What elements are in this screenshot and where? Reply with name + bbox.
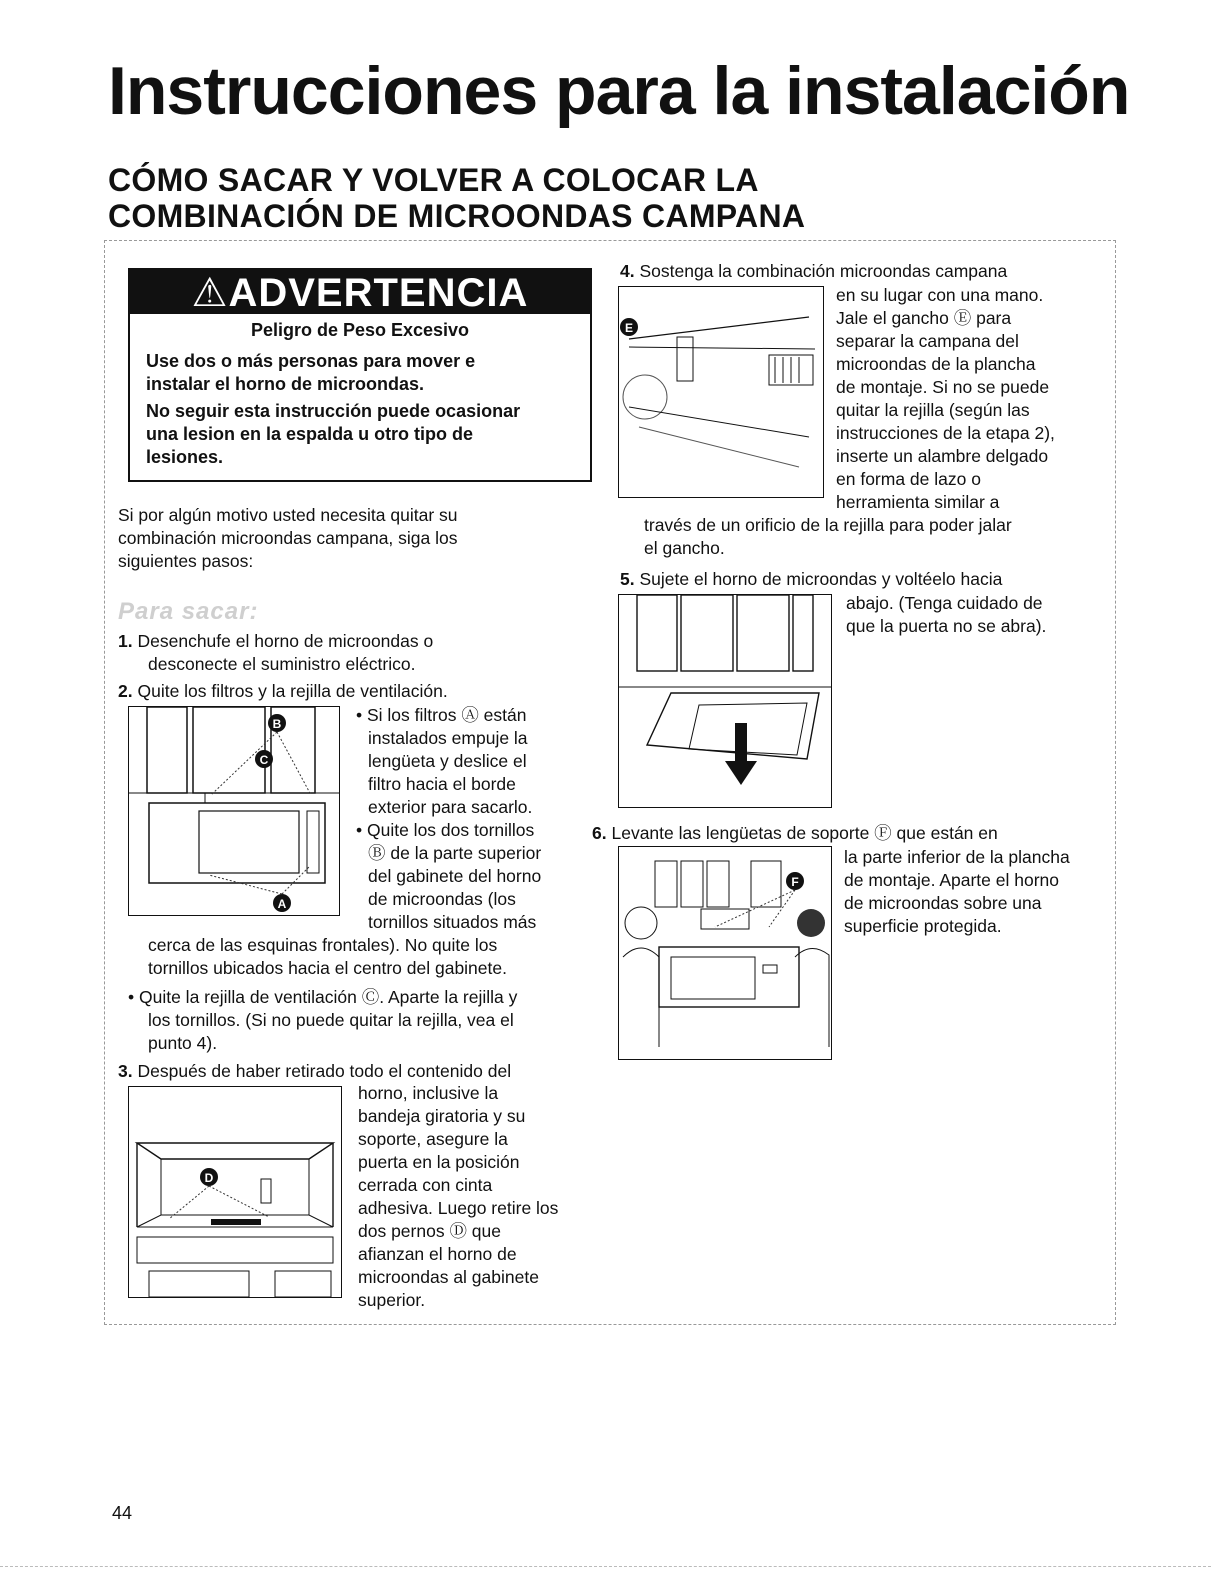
bottom-divider: [0, 1566, 1211, 1567]
callout-d: D: [204, 1171, 214, 1185]
step-6-continued: la parte inferior de la plancha de montaje. Aparte el horno de microondas sobre una superficie protegida.: [844, 847, 1070, 936]
callout-e: E: [624, 321, 634, 335]
section-heading: Para sacar:: [118, 598, 259, 625]
step-4-continued: en su lugar con una mano. Jale el gancho Ⓔ para separar la campana del microondas de la plancha de montaje. Si no se puede quitar la rejilla (según las instrucciones de la etapa 2), inserte un alambre delgado en forma de lazo o herramienta similar a: [836, 285, 1055, 512]
callout-b: B: [272, 717, 282, 731]
step-2-bullet-2-continued: cerca de las esquinas frontales). No quite los tornillos ubicados hacia el centro del gabinete.: [148, 935, 507, 978]
callout-f: F: [791, 875, 799, 889]
figure-lift: [618, 846, 832, 1060]
warning-text: No seguir esta instrucción puede ocasionar una lesion en la espalda u otro tipo de lesiones.: [146, 401, 521, 467]
step-1: 1. Desenchufe el horno de microondas o desconecte el suministro eléctrico.: [118, 631, 434, 674]
step-4: 4. Sostenga la combinación microondas campana: [620, 261, 1008, 281]
step-2-bullet-3: • Quite la rejilla de ventilación Ⓒ. Aparte la rejilla y los tornillos. (Si no puede quitar la rejilla, vea el punto 4).: [128, 987, 518, 1053]
page-number: 44: [112, 1503, 133, 1523]
step-6: 6. Levante las lengüetas de soporte Ⓕ que están en: [592, 823, 998, 843]
page-title: Instrucciones para la instalación: [108, 53, 1130, 129]
step-5-continued: abajo. (Tenga cuidado de que la puerta no se abra).: [846, 593, 1047, 636]
figure-hook: [618, 286, 824, 498]
warning-header: ⚠ADVERTENCIA: [130, 270, 590, 314]
warning-text: Use dos o más personas para mover e instalar el horno de microondas.: [146, 351, 476, 394]
warning-box: [128, 268, 592, 482]
step-3: 3. Después de haber retirado todo el contenido del: [118, 1061, 512, 1081]
figure-filters: [128, 706, 340, 916]
intro-paragraph: Si por algún motivo usted necesita quitar su combinación microondas campana, siga los siguientes pasos:: [118, 505, 458, 571]
step-2-bullet-1: • Si los filtros Ⓐ están instalados empuje la lengüeta y deslice el filtro hacia el borde exterior para sacarlo. • Quite los dos tornillos Ⓑ de la parte superior del gabinete del horno de microondas (los tornillos situados más: [356, 705, 542, 932]
step-3-continued: horno, inclusive la bandeja giratoria y su soporte, asegure la puerta en la posición cerrada con cinta adhesiva. Luego retire los dos pernos Ⓓ que afianzan el horno de microondas al gabinete superior.: [358, 1083, 559, 1310]
figure-bolts: [128, 1086, 342, 1298]
section-title-line-1: CÓMO SACAR Y VOLVER A COLOCAR LA: [108, 162, 759, 198]
step-5: 5. Sujete el horno de microondas y voltéelo hacia: [620, 569, 1003, 589]
callout-c: C: [259, 753, 269, 767]
warning-subtitle: Peligro de Peso Excesivo: [250, 320, 470, 340]
callout-a: A: [277, 897, 287, 911]
figure-tilt: [618, 594, 832, 808]
step-2: 2. Quite los filtros y la rejilla de ventilación.: [118, 681, 448, 701]
step-4-tail: través de un orificio de la rejilla para poder jalar el gancho.: [644, 515, 1012, 558]
section-title-line-2: COMBINACIÓN DE MICROONDAS CAMPANA: [108, 198, 806, 234]
